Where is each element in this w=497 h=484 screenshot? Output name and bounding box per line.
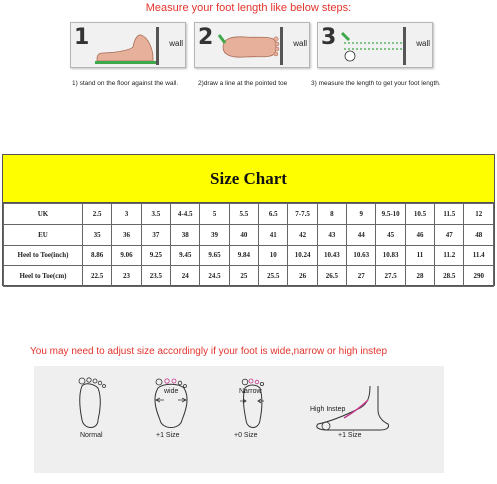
measure-title: Measure your foot length like below steps:: [145, 2, 352, 14]
size-cell: 24.5: [200, 266, 229, 287]
size-cell: 11: [405, 245, 434, 266]
size-cell: 28: [405, 266, 434, 287]
size-cell: 9.5-10: [376, 204, 405, 225]
size-cell: 5: [200, 204, 229, 225]
size-row-label: Heel to Toe(inch): [4, 245, 83, 266]
size-cell: 10.63: [347, 245, 376, 266]
size-cell: 11.2: [435, 245, 464, 266]
measure-steps: [70, 22, 448, 74]
size-cell: 26.5: [317, 266, 346, 287]
size-chart-title: Size Chart: [3, 155, 494, 203]
size-cell: 12: [464, 204, 494, 225]
foot-types-panel: [34, 366, 444, 473]
wall-label: wall: [416, 39, 430, 48]
size-cell: 26: [288, 266, 317, 287]
step-number: 3: [321, 25, 337, 50]
size-row-label: EU: [4, 224, 83, 245]
wall-line: [403, 27, 406, 65]
size-cell: 11.5: [435, 204, 464, 225]
foot-label-narrow: +0 Size: [234, 432, 258, 439]
size-cell: 28.5: [435, 266, 464, 287]
size-cell: 23.5: [141, 266, 170, 287]
size-cell: 2.5: [83, 204, 112, 225]
size-cell: 11.4: [464, 245, 494, 266]
size-cell: 10: [259, 245, 288, 266]
size-cell: 9.45: [171, 245, 200, 266]
size-cell: 37: [141, 224, 170, 245]
measuring-tape-icon: [340, 31, 406, 63]
size-cell: 44: [347, 224, 376, 245]
size-row: [4, 204, 494, 225]
step-2-caption: 2)draw a line at the pointed toe: [198, 80, 288, 87]
narrow-label: Narrow: [239, 388, 262, 395]
size-cell: 27.5: [376, 266, 405, 287]
size-cell: 45: [376, 224, 405, 245]
size-cell: 9.06: [112, 245, 141, 266]
step-3-panel: [317, 22, 433, 68]
size-cell: 290: [464, 266, 494, 287]
size-row: [4, 224, 494, 245]
size-cell: 8: [317, 204, 346, 225]
size-cell: 27: [347, 266, 376, 287]
size-cell: 9.25: [141, 245, 170, 266]
size-cell: 25.5: [259, 266, 288, 287]
size-cell: 24: [171, 266, 200, 287]
size-cell: 9.84: [229, 245, 258, 266]
foot-label-high-instep: +1 Size: [338, 432, 362, 439]
size-cell: 42: [288, 224, 317, 245]
size-cell: 36: [112, 224, 141, 245]
size-cell: 38: [171, 224, 200, 245]
size-cell: 25: [229, 266, 258, 287]
size-row-label: Heel to Toe(cm): [4, 266, 83, 287]
size-cell: 22.5: [83, 266, 112, 287]
step-1-caption: 1) stand on the floor against the wall.: [72, 80, 179, 87]
size-cell: 3: [112, 204, 141, 225]
normal-foot-icon: [70, 376, 110, 434]
size-row: [4, 245, 494, 266]
size-cell: 8.86: [83, 245, 112, 266]
step-number: 1: [74, 25, 90, 50]
narrow-foot-icon: [234, 376, 270, 434]
size-cell: 4-4.5: [171, 204, 200, 225]
wall-label: wall: [293, 39, 307, 48]
size-cell: 10.5: [405, 204, 434, 225]
size-cell: 41: [259, 224, 288, 245]
wall-line: [280, 27, 283, 65]
step-2-panel: [194, 22, 310, 68]
wall-line: [156, 27, 159, 65]
size-chart: [2, 154, 495, 286]
step-3-caption: 3) measure the length to get your foot length.: [311, 80, 441, 87]
size-cell: 10.43: [317, 245, 346, 266]
foot-label-normal: Normal: [80, 432, 103, 439]
size-table: [3, 203, 494, 287]
foot-label-wide: +1 Size: [156, 432, 180, 439]
fit-note: You may need to adjust size accordingly if your foot is wide,narrow or high instep: [30, 346, 388, 357]
size-cell: 3.5: [141, 204, 170, 225]
size-cell: 40: [229, 224, 258, 245]
size-row-label: UK: [4, 204, 83, 225]
wide-label: wide: [164, 388, 179, 395]
foot-side-icon: [93, 31, 159, 65]
size-row: [4, 266, 494, 287]
foot-top-icon: [217, 33, 283, 61]
size-cell: 9.65: [200, 245, 229, 266]
size-cell: 6.5: [259, 204, 288, 225]
step-number: 2: [198, 25, 214, 50]
size-cell: 39: [200, 224, 229, 245]
size-cell: 48: [464, 224, 494, 245]
step-1-panel: [70, 22, 186, 68]
size-cell: 47: [435, 224, 464, 245]
size-cell: 23: [112, 266, 141, 287]
size-cell: 10.83: [376, 245, 405, 266]
size-cell: 43: [317, 224, 346, 245]
size-cell: 35: [83, 224, 112, 245]
size-cell: 7-7.5: [288, 204, 317, 225]
high-instep-label: High Instep: [310, 406, 346, 413]
size-cell: 5.5: [229, 204, 258, 225]
size-cell: 9: [347, 204, 376, 225]
wall-label: wall: [169, 39, 183, 48]
size-cell: 10.24: [288, 245, 317, 266]
wide-foot-icon: [148, 376, 194, 434]
size-cell: 46: [405, 224, 434, 245]
